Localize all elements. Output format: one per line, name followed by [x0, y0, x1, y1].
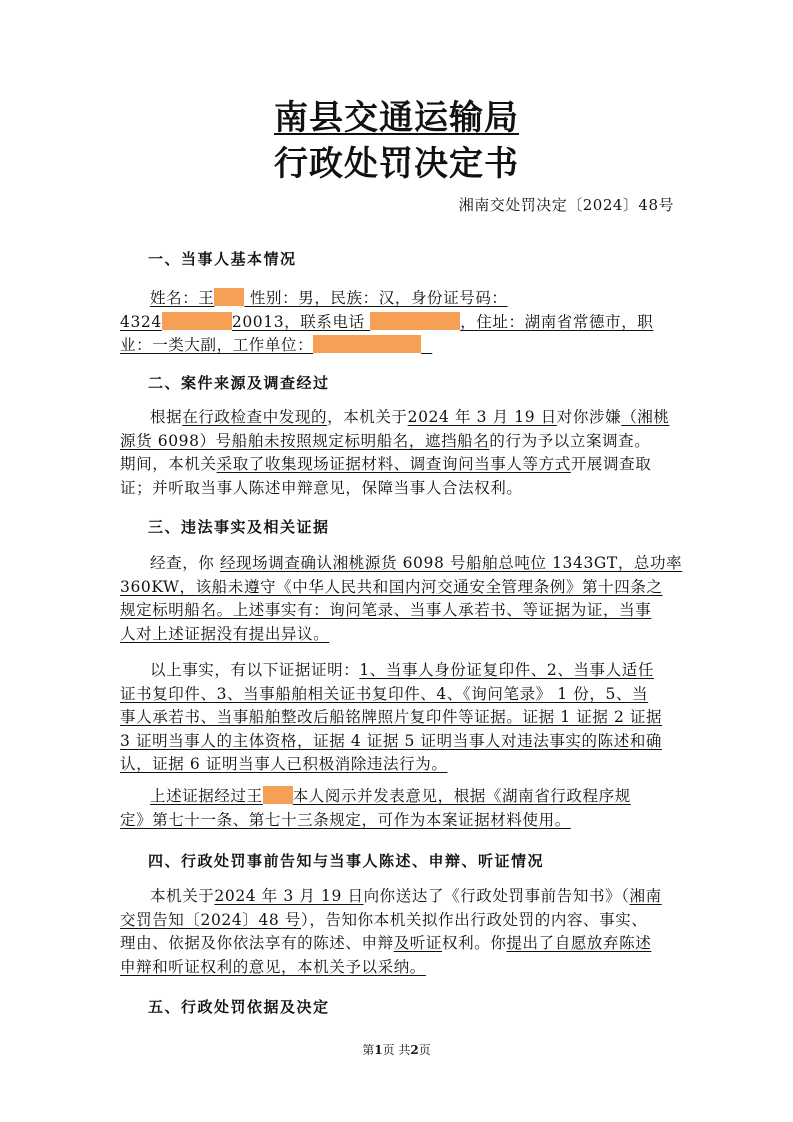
text-line: 证；并听取当事人陈述申辩意见，保障当事人合法权利。	[120, 478, 523, 497]
party-line-1: 姓名：王 性别：男，民族：汉，身份证号码：	[150, 289, 508, 307]
text-line: 上述证据经过王 本人阅示并发表意见，根据《湖南省行政程序规	[150, 787, 631, 805]
page-footer: 第1页 共2页	[362, 1043, 431, 1057]
text-line: 事人承若书、当事船舶整改后船铭牌照片复印件等证据。证据 1 证据 2 证据	[120, 708, 663, 726]
text-line: 期间，本机关采取了收集现场证据材料、调查询问当事人等方式开展调查取	[120, 455, 652, 473]
text-line: 定》第七十一条、第七十三条规定，可作为本案证据材料使用。	[120, 810, 571, 829]
text-line: 人对上述证据没有提出异议。	[120, 624, 330, 643]
doc-number: 湘南交处罚决定〔2024〕48号	[458, 196, 674, 214]
text-line: 证书复印件、3、当事船舶相关证书复印件、4、《询问笔录》 1 份，5、当	[120, 684, 649, 703]
section-2-body	[120, 406, 680, 500]
section-4-body	[120, 885, 680, 979]
section-3-facts	[120, 552, 683, 646]
text-line: 理由、依据及你依法享有的陈述、申辩及听证权利。你提出了自愿放弃陈述	[120, 934, 652, 952]
total-pages-number: 2	[410, 1043, 419, 1057]
section-1-body	[120, 287, 680, 358]
text-line: 以上事实，有以下证据证明：1、当事人身份证复印件、2、当事人适任	[150, 661, 654, 679]
section-1-heading: 一、当事人基本情况	[148, 250, 297, 268]
doc-title: 行政处罚决定书	[274, 144, 519, 184]
party-line-2: 4324 20013，联系电话 ，住址：湖南省常德市，职	[120, 312, 654, 331]
section-3-conclusion	[120, 785, 680, 832]
text-line: 交罚告知〔2024〕48 号），告知你本机关拟作出行政处罚的内容、事实、	[120, 910, 648, 929]
current-page-number: 1	[374, 1043, 383, 1057]
redaction-block	[263, 786, 293, 804]
text-line: 3 证明当事人的主体资格，证据 4 证据 5 证明当事人对违法事实的陈述和确	[120, 731, 663, 750]
org-title: 南县交通运输局	[274, 98, 519, 138]
section-4-heading: 四、行政处罚事前告知与当事人陈述、申辩、听证情况	[148, 852, 545, 870]
redaction-block	[162, 312, 232, 330]
redaction-block	[370, 312, 460, 330]
text-line: 根据在行政检查中发现的，本机关于2024 年 3 月 19 日对你涉嫌（湘桃	[150, 408, 670, 426]
text-line: 本机关于2024 年 3 月 19 日向你送达了《行政处罚事前告知书》（湘南	[150, 887, 662, 905]
section-5-heading: 五、行政处罚依据及决定	[148, 998, 330, 1016]
text-line: 规定标明船名。上述事实有：询问笔录、当事人承若书、等证据为证，当事	[120, 601, 652, 619]
text-line: 申辩和听证权利的意见，本机关予以采纳。	[120, 957, 426, 976]
redaction-block	[214, 288, 244, 306]
text-line: 经查，你 经现场调查确认湘桃源货 6098 号船舶总吨位 1343GT，总功率	[150, 554, 683, 572]
section-2-heading: 二、案件来源及调查经过	[148, 374, 330, 392]
section-3-evidence	[120, 659, 680, 777]
text-line: 认，证据 6 证明当事人已积极消除违法行为。	[120, 755, 448, 773]
text-line: 360KW，该船未遵守《中华人民共和国内河交通安全管理条例》第十四条之	[120, 577, 663, 596]
party-line-3: 业：一类大副，工作单位：	[120, 334, 680, 358]
redaction-block	[313, 335, 421, 353]
section-3-heading: 三、违法事实及相关证据	[148, 518, 330, 536]
text-line: 源货 6098）号船舶未按照规定标明船名，遮挡船名的行为予以立案调查。	[120, 431, 651, 450]
